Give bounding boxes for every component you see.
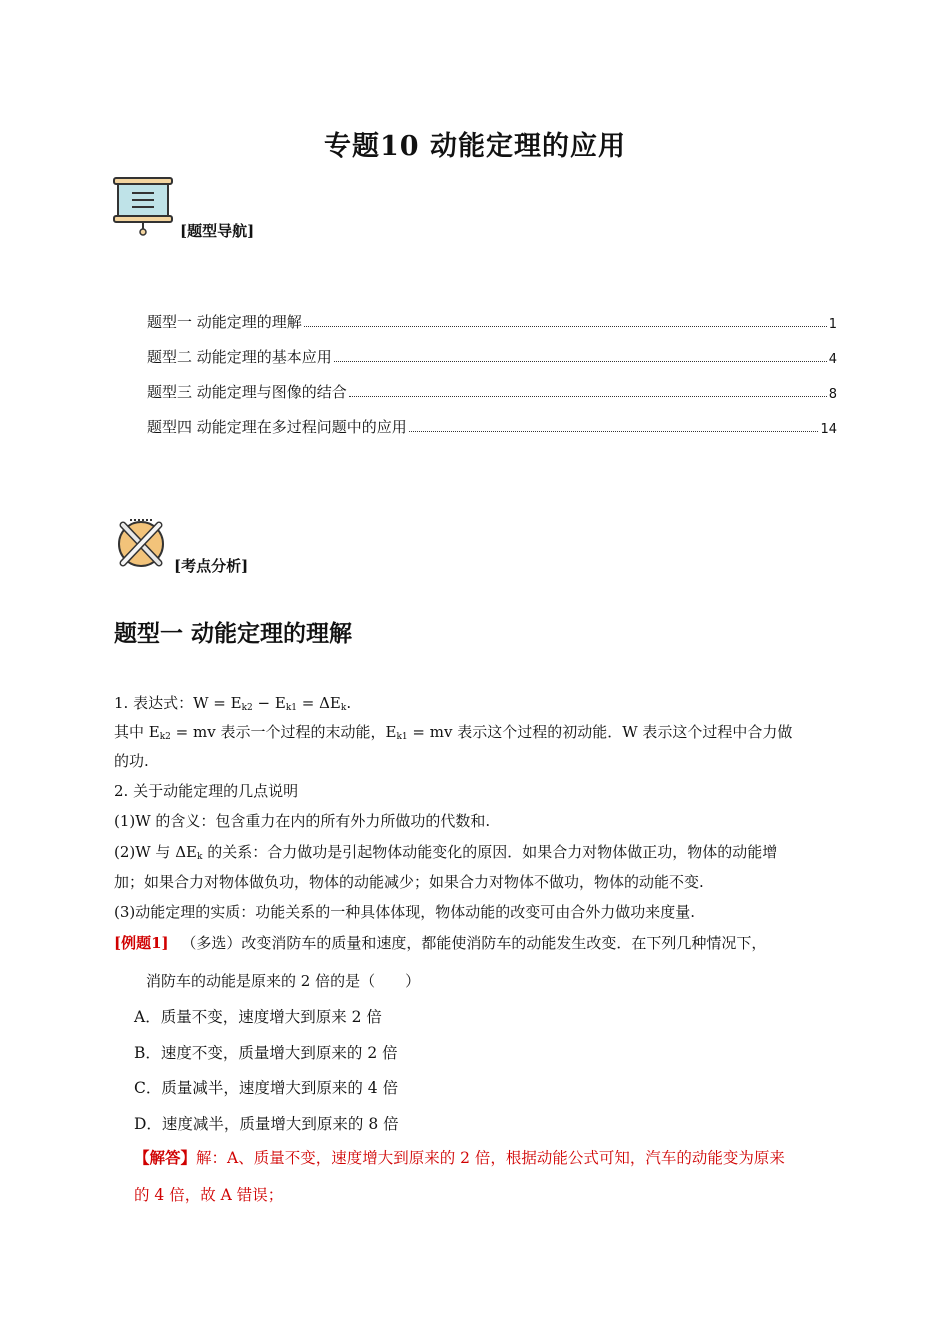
toc-leader — [349, 395, 827, 397]
paragraph-line: 加；如果合力对物体做负功，物体的动能减少；如果合力对物体不做功，物体的动能不变. — [114, 873, 704, 891]
section-heading: 题型一 动能定理的理解 — [114, 620, 353, 647]
example-line: 消防车的动能是原来的 2 倍的是（ ） — [146, 972, 421, 990]
paragraph-line: 2. 关于动能定理的几点说明 — [114, 782, 299, 800]
toc-entry-label: 题型二 动能定理的基本应用 — [147, 348, 332, 366]
answer-line: 【解答】解：A、质量不变，速度增大到原来的 2 倍，根据动能公式可知，汽车的动能变为原来 — [134, 1148, 785, 1167]
example-line: [例题1] （多选）改变消防车的质量和速度，都能使消防车的动能发生改变．在下列几种情况下， — [114, 934, 767, 952]
toc-entry-page: 8 — [828, 387, 837, 402]
toc-leader — [334, 360, 827, 362]
page-title: 专题10 动能定理的应用 — [324, 131, 626, 162]
toc-entry[interactable] — [147, 345, 837, 367]
answer-line: 的 4 倍，故 A 错误； — [134, 1186, 284, 1204]
toc-entry[interactable] — [147, 380, 837, 402]
toc-entry-page: 14 — [820, 422, 837, 437]
presentation-board-icon — [112, 176, 174, 238]
toc-entry-label: 题型三 动能定理与图像的结合 — [147, 383, 347, 401]
paragraph-line: (1)W 的含义：包含重力在内的所有外力所做功的代数和. — [114, 812, 491, 830]
formula-line: 1. 表达式：$W = E_{k2} - E_{k1} = \Delta E_k$. — [114, 694, 352, 713]
option-b: B．速度不变，质量增大到原来的 2 倍 — [134, 1044, 398, 1062]
toc-entry-label: 题型一 动能定理的理解 — [147, 313, 302, 331]
paragraph-line: (3)动能定理的实质：功能关系的一种具体体现，物体动能的改变可由合外力做功来度量. — [114, 903, 696, 921]
paragraph-line: 的功. — [114, 752, 149, 770]
option-a: A．质量不变，速度增大到原来 2 倍 — [134, 1008, 382, 1026]
toc-entry-page: 1 — [828, 317, 837, 332]
toc-entry-page: 4 — [828, 352, 837, 367]
paragraph-line: (2)W 与 $\Delta E_k$ 的关系：合力做功是引起物体动能变化的原因．如果合力对物体做正功，物体的动能增 — [114, 843, 778, 862]
example-tag: [例题1] — [114, 934, 169, 952]
toc-entry-label: 题型四 动能定理在多过程问题中的应用 — [147, 418, 407, 436]
toc-leader — [304, 325, 827, 327]
option-d: D．速度减半，质量增大到原来的 8 倍 — [134, 1115, 399, 1133]
toc-entry[interactable] — [147, 415, 837, 437]
toc-entry[interactable] — [147, 310, 837, 332]
toc-leader — [409, 430, 819, 432]
paragraph-line: 其中 $E_{k2}$ = mv 表示一个过程的末动能，$E_{k1}$ = mv 表示这个过程的初动能．W 表示这个过程中合力做 — [114, 723, 793, 742]
option-c: C．质量减半，速度增大到原来的 4 倍 — [134, 1079, 399, 1097]
analysis-label: [考点分析] — [174, 557, 249, 575]
pencil-ruler-icon — [114, 516, 168, 570]
answer-tag: 【解答】 — [134, 1148, 197, 1167]
nav-label: [题型导航] — [180, 222, 255, 240]
